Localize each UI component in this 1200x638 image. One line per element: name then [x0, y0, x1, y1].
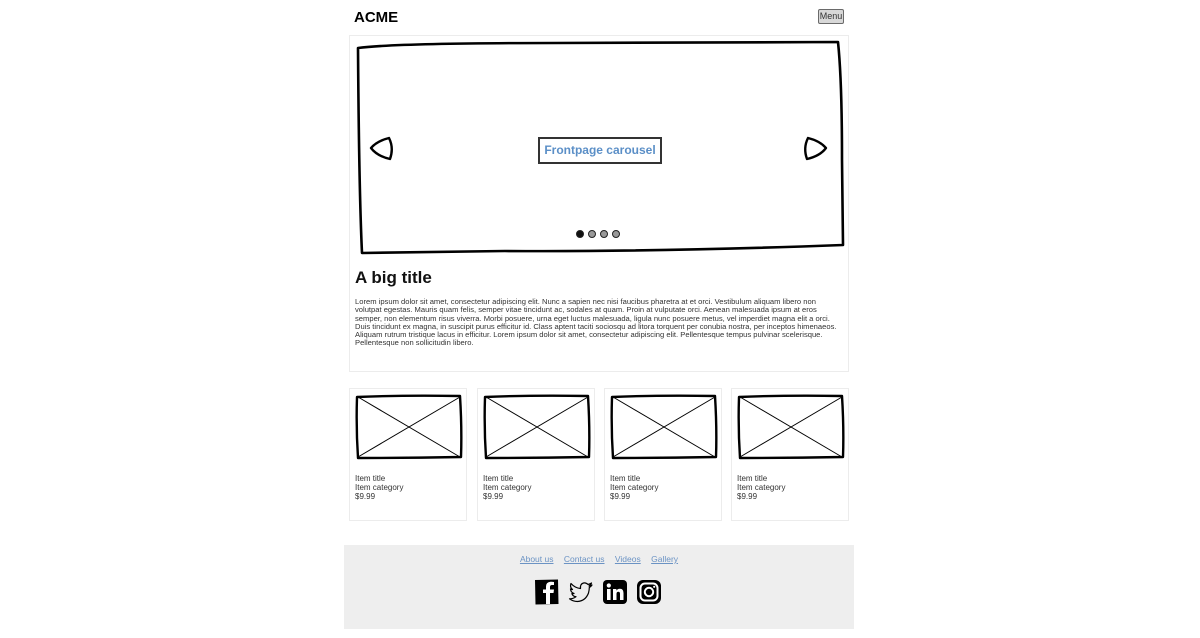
page-title: A big title	[355, 268, 432, 287]
item-info	[355, 474, 403, 501]
item-price: $9.99	[610, 492, 631, 501]
twitter-icon[interactable]	[568, 579, 594, 605]
menu-button[interactable]: Menu	[818, 9, 844, 24]
carousel-dot-4[interactable]	[612, 230, 620, 238]
item-price: $9.99	[355, 492, 376, 501]
social-icons	[534, 578, 662, 606]
item-category: Item category	[483, 483, 532, 492]
footer-link-contact-us[interactable]: Contact us	[563, 554, 605, 564]
instagram-icon[interactable]	[636, 579, 662, 605]
footer-link-gallery[interactable]: Gallery	[651, 554, 679, 564]
item-card[interactable]	[477, 388, 595, 521]
item-info	[483, 474, 531, 501]
carousel-next-icon[interactable]	[800, 134, 830, 164]
item-category: Item category	[737, 483, 786, 492]
hero-panel	[349, 35, 849, 372]
linkedin-icon[interactable]	[602, 579, 628, 605]
carousel-label: Frontpage carousel	[538, 137, 662, 164]
image-placeholder-icon	[355, 393, 463, 461]
item-title[interactable]: Item title	[737, 474, 768, 483]
carousel	[355, 40, 845, 256]
item-category: Item category	[610, 483, 659, 492]
item-card[interactable]	[604, 388, 722, 521]
item-card[interactable]	[731, 388, 849, 521]
item-card[interactable]	[349, 388, 467, 521]
carousel-dot-2[interactable]	[588, 230, 596, 238]
item-title[interactable]: Item title	[355, 474, 386, 483]
footer-link-videos[interactable]: Videos	[614, 554, 641, 564]
item-price: $9.99	[483, 492, 504, 501]
item-category: Item category	[355, 483, 404, 492]
carousel-dots	[576, 230, 620, 240]
carousel-dot-1[interactable]	[576, 230, 584, 238]
body-text: Lorem ipsum dolor sit amet, consectetur adipiscing elit. Nunc a sapien nec nisi faucibus pharetra at et orci. Vestibulum aliquam libero non volutpat egestas. Mauris quam felis, semper vitae tincidunt ac, sodales at quam. Proin at vulputate orci. Aenean malesuada ipsum at eros semper, non elementum risus viverra. Morbi posuere, urna eget luctus malesuada, ligula nunc posuere metus, vel imperdiet magna elit a orci. Duis tincidunt ex magna, in suscipit purus efficitur id. Class aptent taciti sociosqu ad litora torquent per conubia nostra, per inceptos himenaeos. Aliquam rutrum tristique lacus in efficitur. Lorem ipsum dolor sit amet, consectetur adipiscing elit. Pellentesque tempus pulvinar scelerisque. Pellentesque non sollicitudin libero.	[355, 297, 837, 348]
footer-links	[344, 554, 854, 564]
image-placeholder-icon	[737, 393, 845, 461]
item-title[interactable]: Item title	[483, 474, 514, 483]
carousel-prev-icon[interactable]	[367, 134, 397, 164]
carousel-dot-3[interactable]	[600, 230, 608, 238]
facebook-icon[interactable]	[534, 579, 560, 605]
header	[354, 8, 846, 28]
item-title[interactable]: Item title	[610, 474, 641, 483]
image-placeholder-icon	[483, 393, 591, 461]
footer-link-about-us[interactable]: About us	[519, 554, 554, 564]
item-price: $9.99	[737, 492, 758, 501]
footer	[344, 545, 854, 629]
item-info	[610, 474, 658, 501]
item-info	[737, 474, 785, 501]
logo[interactable]: ACME	[354, 9, 399, 26]
image-placeholder-icon	[610, 393, 718, 461]
